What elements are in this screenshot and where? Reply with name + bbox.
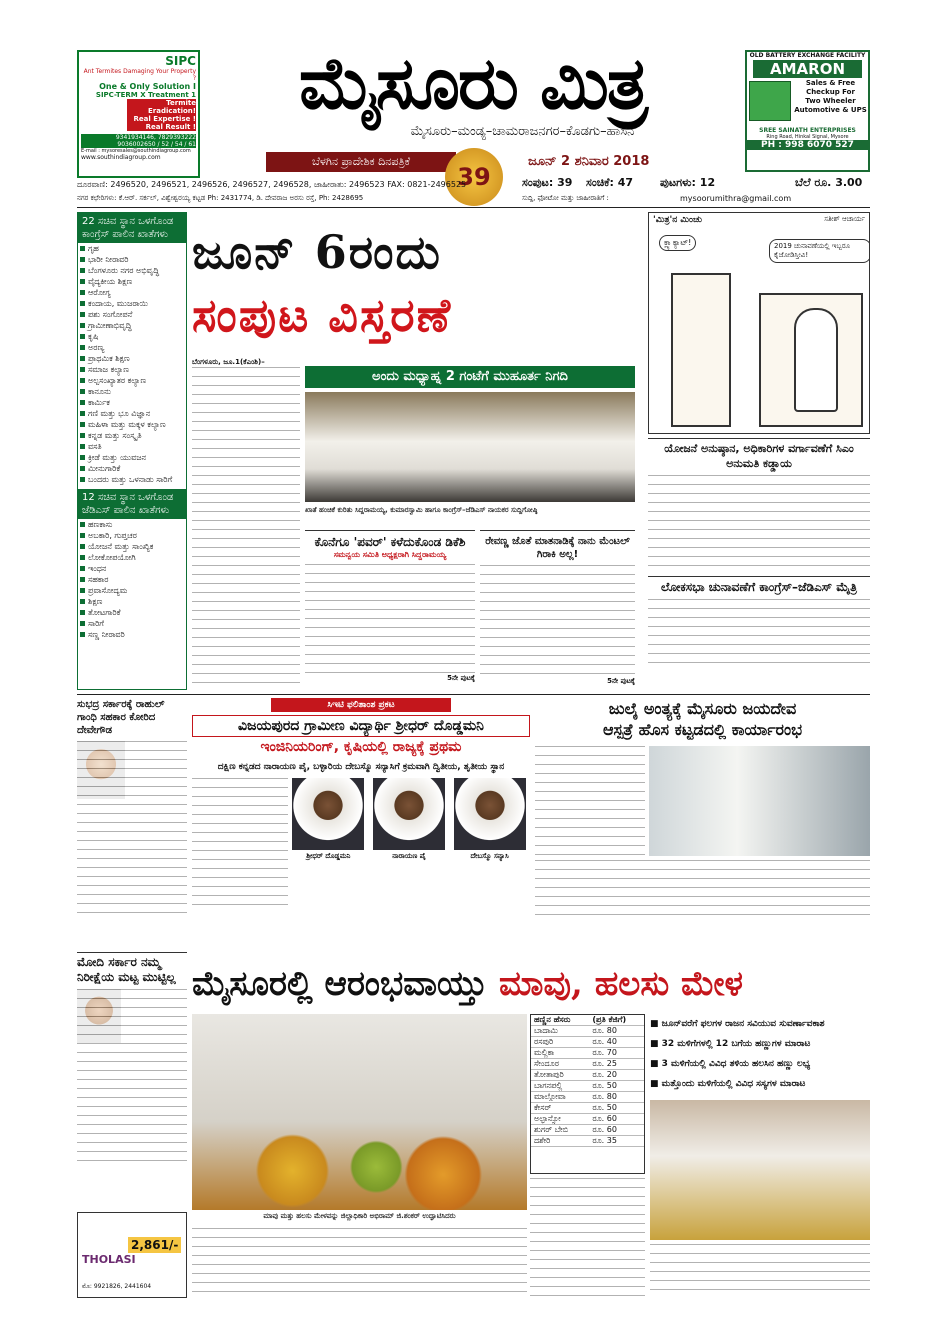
topper-card — [292, 778, 364, 908]
sipc-line6: Real Result ! — [127, 123, 196, 131]
lead-photo — [305, 392, 635, 502]
portfolio-item: ವಸತಿ — [78, 441, 186, 452]
cet-tag: ಸಿಇಟಿ ಫಲಿತಾಂಶ ಪ್ರಕಟ — [271, 698, 451, 712]
portfolio-item: ಬೆಂಗಳೂರು ನಗರ ಅಭಿವೃದ್ಧಿ — [78, 265, 186, 276]
sipc-line2: One & Only Solution I — [99, 82, 196, 91]
congress-portfolio-list — [78, 243, 186, 485]
bullet-icon: ■ — [650, 1039, 662, 1049]
cet-headline-2: ಇಂಜಿನಿಯರಿಂಗ್, ಕೃಷಿಯಲ್ಲಿ ರಾಜ್ಯಕ್ಕೆ ಪ್ರಥಮ — [260, 739, 462, 755]
mango-headline-red: ಮಾವು, ಹಲಸು ಮೇಳ — [499, 964, 743, 1004]
mango-stall-photo — [650, 1100, 870, 1240]
portfolio-item: ಗ್ರಾಮೀಣಾಭಿವೃದ್ಧಿ — [78, 320, 186, 331]
topper-photo — [292, 778, 364, 850]
phone-line: ದೂರವಾಣಿ: 2496520, 2496521, 2496526, 2496527, 2496528, ಜಾಹೀರಾತು: 2496523 FAX: 0821-2496525 — [77, 180, 467, 189]
price: ಬೆಲೆ ರೂ. 3.00 — [795, 176, 863, 189]
issue-number: ಸಂಚಿಕೆ: 47 — [586, 176, 634, 189]
price-column-header: (ಪ್ರತಿ ಕೆಜಿಗೆ) — [589, 1015, 644, 1026]
topper-name: ದೇಬಸ್ಮೊ ಸನ್ಯಾಸಿ — [470, 852, 509, 860]
amaron-line4: Automotive & UPS — [794, 106, 867, 114]
email-label: ಸುದ್ದಿ, ಫೋಟೋ ಮತ್ತು ಜಾಹೀರಾತಿಗೆ : — [522, 194, 609, 202]
portfolio-item: ಸಾರಿಗೆ — [78, 618, 186, 629]
fruit-name: ಶುಗರ್ ಬೇಬಿ — [531, 1125, 589, 1136]
table-row — [531, 1070, 644, 1081]
bullet-icon: ■ — [650, 1059, 662, 1069]
fruit-name: ಸೇಂದೂರ — [531, 1059, 589, 1070]
portfolio-item: ಕನ್ನಡ ಮತ್ತು ಸಂಸ್ಕೃತಿ — [78, 430, 186, 441]
portfolio-item: ಕಂದಾಯ, ಮುಜರಾಯಿ — [78, 298, 186, 309]
mango-bullet — [650, 1074, 870, 1094]
dks-headline: ಕೊನೆಗೂ 'ಪವರ್' ಕಳೆದುಕೊಂಡ ಡಿಕೆಶಿ — [314, 535, 466, 549]
table-row — [531, 1037, 644, 1048]
mango-bullet — [650, 1034, 870, 1054]
portfolio-item: ಮಹಿಳಾ ಮತ್ತು ಮಕ್ಕಳ ಕಲ್ಯಾಣ — [78, 419, 186, 430]
portfolio-item: ಇಂಧನ — [78, 563, 186, 574]
mango-bullet — [650, 1054, 870, 1074]
fruit-name: ದಶೇರಿ — [531, 1136, 589, 1147]
sipc-line3: SIPC-TERM X Treatment 1 — [95, 91, 196, 99]
topper-photo — [373, 778, 445, 850]
cet-headline-1: ವಿಜಯಪುರದ ಗ್ರಾಮೀಣ ವಿದ್ಯಾರ್ಥಿ ಶ್ರೀಧರ್ ದೊಡ್ಡಮನಿ — [192, 715, 530, 737]
mango-caption: ಮಾವು ಮತ್ತು ಹಲಸು ಮೇಳವನ್ನು ಜಿಲ್ಲಾಧಿಕಾರಿ ಅಭಿರಾಮ್ ಜಿ.ಶಂಕರ್ ಉದ್ಘಾಟಿಸಿದರು — [263, 1212, 456, 1220]
lead-photo-caption: ಖಾತೆ ಹಂಚಿಕೆ ಕುರಿತು ಸಿದ್ದರಾಮಯ್ಯ, ಕುಮಾರಸ್ವಾಮಿ ಹಾಗೂ ಕಾಂಗ್ರೆಸ್–ಜೆಡಿಎಸ್ ನಾಯಕರ ಸುದ್ದಿಗೋಷ್ಠಿ — [305, 506, 538, 514]
amaron-line3: Two Wheeler — [805, 97, 856, 105]
lead-story-text — [192, 358, 300, 688]
dks-story — [305, 530, 475, 690]
bullet-icon: ■ — [650, 1019, 662, 1029]
portfolio-item: ಹಣಕಾಸು — [78, 519, 186, 530]
fruit-price: ರೂ. 80 — [589, 1026, 644, 1037]
price-column-header: ಹಣ್ಣಿನ ಹೆಸರು — [531, 1015, 589, 1026]
sipc-line1: Ant Termites Damaging Your Property ? — [83, 68, 196, 82]
fruit-price: ರೂ. 60 — [589, 1125, 644, 1136]
cm-approval-headline: ಯೋಜನೆ ಅನುಷ್ಠಾನ, ಅಧಿಕಾರಿಗಳ ವರ್ಗಾವಣೆಗೆ ಸಿಎಂ ಅನುಮತಿ ಕಡ್ಡಾಯ — [664, 442, 854, 470]
jayadeva-photo — [649, 746, 870, 856]
cartoon-artist: ಸತೀಶ್ ಆಚಾರ್ಯ — [824, 215, 865, 223]
cartoon-bubble-1: ಕ್ಲ್ಯಾಕ್ಯಾಟ್! — [659, 235, 696, 251]
lead-dateline: ಬೆಂಗಳೂರು, ಜೂ.1(ಕೆಎಂಶಿ)– — [192, 358, 265, 366]
tholasi-brand: THOLASI — [82, 1253, 136, 1266]
revanna-more[interactable]: 5ನೇ ಪುಟಕ್ಕೆ — [607, 677, 635, 685]
cartoon-panel — [648, 212, 870, 434]
jayadeva-story — [535, 698, 870, 948]
mango-bullet-text: 3 ಮಳಿಗೆಯಲ್ಲಿ ವಿವಿಧ ತಳಿಯ ಹಲಸಿನ ಹಣ್ಣು ಲಭ್ಯ — [661, 1059, 811, 1069]
portfolio-item: ಪಶು ಸಂಗೋಪನೆ — [78, 309, 186, 320]
volume: ಸಂಪುಟ: 39 — [522, 176, 573, 189]
portfolio-item: ಆರೋಗ್ಯ — [78, 287, 186, 298]
sipc-ad[interactable] — [77, 50, 200, 178]
table-row — [531, 1059, 644, 1070]
revanna-headline: ರೇವಣ್ಣ ಜೊತೆ ಮಾತನಾಡಿಕ್ಕೆ ನಾನು ಮೆಂಟಲ್ ಗಿರಾಕಿ ಅಲ್ಲ! — [485, 536, 630, 560]
fruit-price: ರೂ. 20 — [589, 1070, 644, 1081]
fruit-name: ರಸಪುರಿ — [531, 1037, 589, 1048]
jds-portfolio-list — [78, 519, 186, 640]
amaron-top: OLD BATTERY EXCHANGE FACILITY — [749, 52, 866, 59]
alliance-headline: ಲೋಕಸಭಾ ಚುನಾವಣೆಗೆ ಕಾಂಗ್ರೆಸ್–ಜೆಡಿಎಸ್ ಮೈತ್ರಿ — [661, 580, 857, 594]
sipc-brand: SIPC — [165, 54, 196, 68]
topper-photos — [288, 778, 530, 908]
jayadeva-headline-2: ಆಸ್ಪತ್ರೆ ಹೊಸ ಕಟ್ಟಡದಲ್ಲಿ ಕಾರ್ಯಾರಂಭ — [602, 720, 803, 739]
devegowda-headline: ಸುಭದ್ರ ಸರ್ಕಾರಕ್ಕೆ ರಾಹುಲ್ ಗಾಂಧಿ ಸಹಕಾರ ಕೋರಿದ ದೇವೇಗೌಡ — [77, 699, 165, 736]
tholasi-ad[interactable] — [77, 1212, 187, 1298]
fruit-price: ರೂ. 70 — [589, 1048, 644, 1059]
tholasi-phone: ಮೊ: 9921826, 2441604 — [82, 1283, 152, 1290]
fruit-price: ರೂ. 35 — [589, 1136, 644, 1147]
issue-date: ಜೂನ್ 2 ಶನಿವಾರ 2018 — [528, 154, 650, 169]
fruit-name: ಮಲ್ಲಿಕಾ — [531, 1048, 589, 1059]
portfolio-item: ಯೋಜನೆ ಮತ್ತು ಸಾಂಖ್ಯಿಕ — [78, 541, 186, 552]
portfolio-item: ಗಣಿ ಮತ್ತು ಭೂ ವಿಜ್ಞಾನ — [78, 408, 186, 419]
topper-name: ಶ್ರೀಧರ್ ದೊಡ್ಡಮನಿ — [306, 852, 351, 860]
portfolio-item: ಸಮಾಜ ಕಲ್ಯಾಣ — [78, 364, 186, 375]
portfolio-item: ಅರಣ್ಯ — [78, 342, 186, 353]
mango-bullet-text: ಜೂನ್‌ವರೆಗೆ ಫಲಗಳ ರಾಜನ ಸವಿಯುವ ಸುವರ್ಣಾವಕಾಶ — [661, 1019, 825, 1029]
portfolio-item: ಪ್ರವಾಸೋದ್ಯಮ — [78, 585, 186, 596]
topper-card — [454, 778, 526, 908]
table-row — [531, 1136, 644, 1147]
table-row — [531, 1048, 644, 1059]
fruit-price: ರೂ. 50 — [589, 1103, 644, 1114]
table-row — [531, 1092, 644, 1103]
fruit-name: ಕೇಸರ್ — [531, 1103, 589, 1114]
dks-more[interactable]: 5ನೇ ಪುಟಕ್ಕೆ — [447, 674, 475, 682]
portfolio-item: ಗೃಹ — [78, 243, 186, 254]
sipc-web: www.southindiagroup.com — [81, 154, 161, 161]
lead-headline-2: ಸಂಪುಟ ವಿಸ್ತರಣೆ — [192, 288, 453, 342]
mango-bullet-text: 32 ಮಳಿಗೆಗಳಲ್ಲಿ 12 ಬಗೆಯ ಹಣ್ಣುಗಳ ಮಾರಾಟ — [661, 1039, 811, 1049]
cartoon-figure — [794, 308, 838, 412]
fruit-price: ರೂ. 25 — [589, 1059, 644, 1070]
bullet-icon: ■ — [650, 1079, 662, 1089]
mango-headline-black: ಮೈಸೂರಲ್ಲಿ ಆರಂಭವಾಯ್ತು — [192, 964, 488, 1004]
mango-bullet-text: ಮತ್ತೊಂದು ಮಳಿಗೆಯಲ್ಲಿ ವಿವಿಧ ಸಸ್ಯಗಳ ಮಾರಾಟ — [661, 1079, 806, 1089]
fruit-price: ರೂ. 60 — [589, 1114, 644, 1125]
page-count: ಪುಟಗಳು: 12 — [660, 176, 716, 189]
anniversary-badge: 39 — [445, 148, 503, 206]
portfolio-item: ವೈದ್ಯಕೀಯ ಶಿಕ್ಷಣ — [78, 276, 186, 287]
fruit-price: ರೂ. 40 — [589, 1037, 644, 1048]
amaron-address: Ring Road, Hinkal Signal, Mysore — [766, 134, 849, 140]
cartoon-door-left — [671, 273, 731, 427]
portfolio-item: ಅಲ್ಪಸಂಖ್ಯಾತರ ಕಲ್ಯಾಣ — [78, 375, 186, 386]
portfolio-item: ಲೋಕೋಪಯೋಗಿ — [78, 552, 186, 563]
portfolio-item: ಸಹಕಾರ — [78, 574, 186, 585]
sipc-line4: Termite Eradication! — [127, 99, 196, 115]
cet-subhead: ದಕ್ಷಿಣ ಕನ್ನಡದ ನಾರಾಯಣ ಪೈ, ಬಳ್ಳಾರಿಯ ದೇಬಸ್ಮೊ ಸನ್ಯಾಸಿಗೆ ಕ್ರಮವಾಗಿ ದ್ವಿತೀಯ, ತೃತೀಯ ಸ್ಥಾನ — [217, 762, 505, 772]
modi-story — [77, 952, 187, 1208]
modi-headline: ಮೋದಿ ಸರ್ಕಾರ ನಮ್ಮ ನಿರೀಕ್ಷೆಯ ಮಟ್ಟ ಮುಟ್ಟಿಲ್ಲ — [77, 955, 176, 984]
fruit-name: ಅಲ್ಫಾನ್ಸೋ — [531, 1114, 589, 1125]
city-office: ನಗರ ಕಛೇರಿಗಳು: ಕೆ.ಆರ್. ಸರ್ಕಲ್, ವಿಶ್ವೇಶ್ವರಯ್ಯ ಕಟ್ಟಡ Ph: 2431774, ಡಿ. ದೇವರಾಜ ಅರಸು ರಸ್ತೆ, Ph: 2428695 — [77, 194, 364, 202]
sidebar-head-jds: 12 ಸಚಿವ ಸ್ಥಾನ ಒಳಗೊಂಡ ಜೆಡಿಎಸ್ ಪಾಲಿನ ಖಾತೆಗಳು — [78, 489, 186, 519]
portfolio-item: ಶಿಕ್ಷಣ — [78, 596, 186, 607]
topper-name: ನಾರಾಯಣ ಪೈ — [392, 852, 426, 860]
cartoon-head: 'ಮಿತ್ರ'ನ ಮಿಂಚು — [653, 215, 703, 225]
jayadeva-headline-1: ಜುಲೈ ಅಂತ್ಯಕ್ಕೆ ಮೈಸೂರು ಜಯದೇವ — [608, 699, 797, 718]
fruit-name: ತೋತಾಪುರಿ — [531, 1070, 589, 1081]
fruit-name: ಮಾಲ್ಗೋವಾ — [531, 1092, 589, 1103]
table-row — [531, 1103, 644, 1114]
dks-strap: ಸಮನ್ವಯ ಸಮಿತಿ ಅಧ್ಯಕ್ಷರಾಗಿ ಸಿದ್ದರಾಮಯ್ಯ — [333, 550, 447, 559]
portfolio-item: ಕೃಷಿ — [78, 331, 186, 342]
topper-card — [373, 778, 445, 908]
amaron-line1: Sales & Free — [805, 79, 856, 87]
portfolio-item: ಮೀನುಗಾರಿಕೆ — [78, 463, 186, 474]
amaron-ad[interactable] — [745, 50, 870, 172]
mango-price-table — [530, 1014, 645, 1174]
topper-photo — [454, 778, 526, 850]
price-table-body — [531, 1026, 644, 1147]
masthead-tagline: ಬೆಳಗಿನ ಪ್ರಾದೇಶಿಕ ದಿನಪತ್ರಿಕೆ — [266, 152, 456, 172]
table-row — [531, 1081, 644, 1092]
tholasi-price: 2,861/- — [128, 1237, 181, 1253]
revanna-story — [480, 530, 635, 690]
mango-photo — [192, 1014, 527, 1210]
lead-strap: ಅಂದು ಮಧ್ಯಾಹ್ನ 2 ಗಂಟೆಗೆ ಮುಹೂರ್ತ ನಿಗದಿ — [305, 366, 635, 388]
portfolio-item: ಬಂದರು ಮತ್ತು ಒಳನಾಡು ಸಾರಿಗೆ — [78, 474, 186, 485]
mango-headline — [192, 958, 870, 1010]
table-row — [531, 1114, 644, 1125]
sidebar-head-congress: 22 ಸಚಿವ ಸ್ಥಾನ ಒಳಗೊಂಡ ಕಾಂಗ್ರೆಸ್ ಪಾಲಿನ ಖಾತೆಗಳು — [78, 213, 186, 243]
lead-text-block — [192, 367, 300, 685]
alliance-story — [648, 576, 870, 690]
fruit-name: ಬಾದಾಮಿ — [531, 1026, 589, 1037]
mango-bullet — [650, 1014, 870, 1034]
cm-approval-story — [648, 438, 870, 573]
portfolio-item: ಕ್ರೀಡೆ ಮತ್ತು ಯುವಜನ — [78, 452, 186, 463]
sipc-email: E-mail : mysoresales@southindiagroup.com — [81, 148, 191, 154]
sipc-line5: Real Expertise ! — [127, 115, 196, 123]
amaron-brand: AMARON — [753, 60, 862, 78]
price-table-header — [531, 1015, 644, 1026]
portfolio-item: ತೋಟಗಾರಿಕೆ — [78, 607, 186, 618]
fruit-price: ರೂ. 80 — [589, 1092, 644, 1103]
table-row — [531, 1125, 644, 1136]
portfolio-item: ಭಾರೀ ನೀರಾವರಿ — [78, 254, 186, 265]
devegowda-story — [77, 698, 187, 948]
fruit-price: ರೂ. 50 — [589, 1081, 644, 1092]
amaron-line2: Checkup For — [806, 88, 855, 96]
portfolio-item: ಅಬಕಾರಿ, ಗುಪ್ತಚರ — [78, 530, 186, 541]
fruit-name: ಬಾಗನಪಲ್ಲಿ — [531, 1081, 589, 1092]
mango-bullets — [650, 1014, 870, 1096]
masthead-title: ಮೈಸೂರು ಮಿತ್ರ — [298, 40, 647, 125]
portfolio-item: ಪ್ರಾಥಮಿಕ ಶಿಕ್ಷಣ — [78, 353, 186, 364]
sipc-phone1: 9341934146, 7829393222 — [81, 134, 196, 141]
portfolio-item: ಸಣ್ಣ ನೀರಾವರಿ — [78, 629, 186, 640]
masthead-districts: ಮೈಸೂರು–ಮಂಡ್ಯ–ಚಾಮರಾಜನಗರ–ಕೊಡಗು–ಹಾಸನ — [410, 124, 635, 139]
email: mysoorumithra@gmail.com — [680, 194, 792, 203]
portfolio-item: ಕಾರ್ಮಿಕ — [78, 397, 186, 408]
amaron-shop: SREE SAINATH ENTERPRISES — [759, 127, 856, 134]
cartoon-bubble-2: 2019 ಚುನಾವಣೆಯಲ್ಲಿ ಇಬ್ಬರೂ ಕೈಜೋಡಿಸ್ತೀವಿ! — [769, 239, 870, 263]
sipc-phone2: 9036002650 / 52 / 54 / 61 — [81, 141, 196, 148]
portfolio-item: ಕಾನೂನು — [78, 386, 186, 397]
battery-icon — [749, 81, 791, 121]
portfolio-sidebar — [77, 212, 187, 690]
table-row — [531, 1026, 644, 1037]
lead-headline-1: ಜೂನ್ 6ರಂದು — [192, 225, 442, 279]
amaron-phone: PH : 998 6070 527 — [747, 140, 868, 150]
cet-result-story — [192, 698, 530, 948]
